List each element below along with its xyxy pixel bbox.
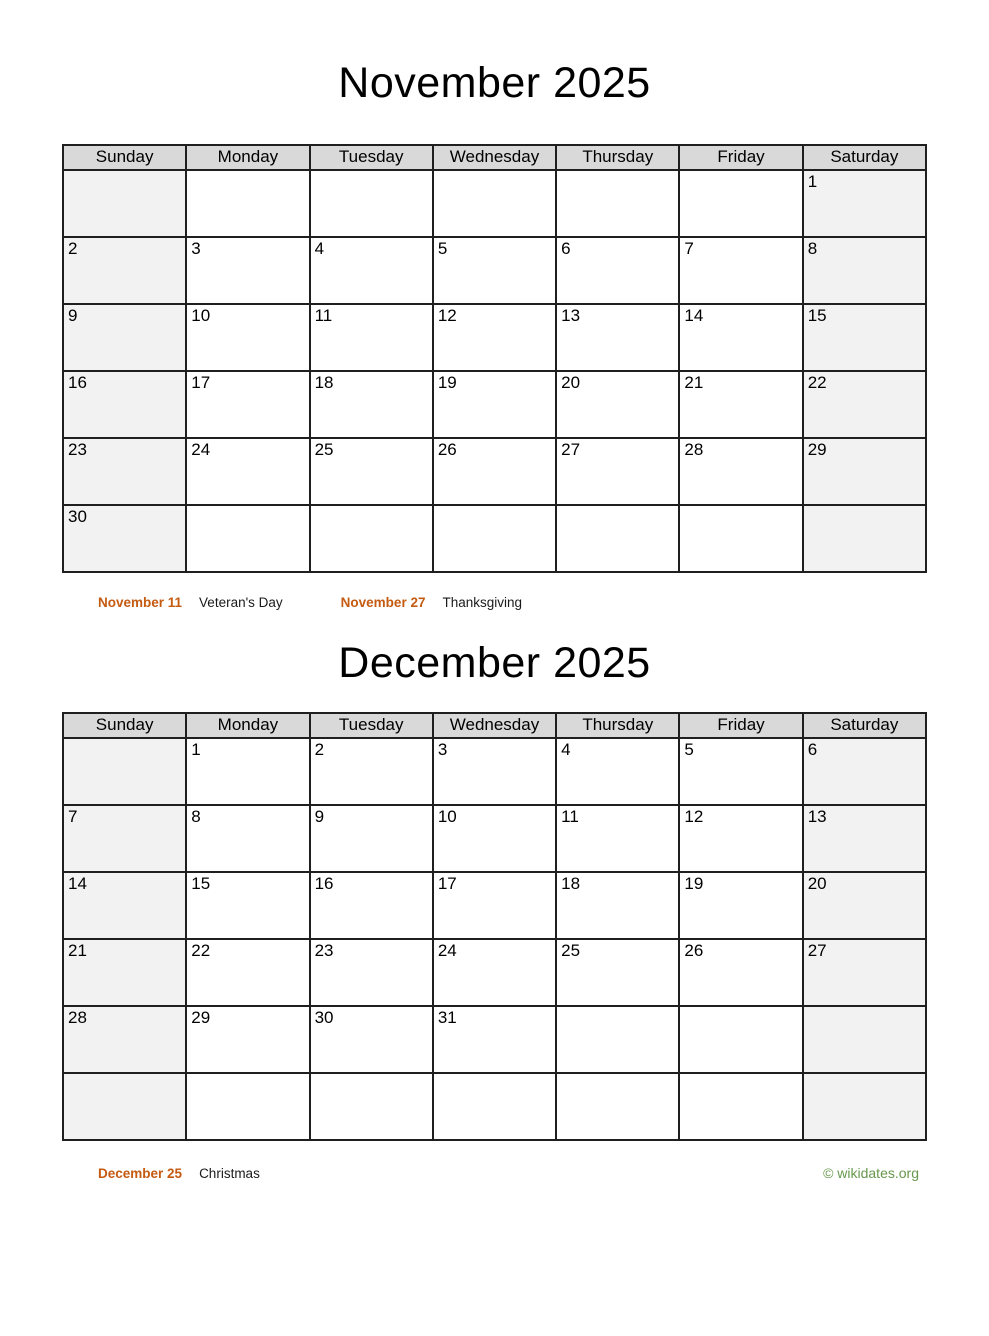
day-cell: 24 — [186, 438, 309, 505]
day-cell: 19 — [679, 872, 802, 939]
day-cell-empty — [186, 1073, 309, 1140]
day-cell-empty — [803, 1073, 926, 1140]
day-cell: 23 — [63, 438, 186, 505]
day-cell: 18 — [310, 371, 433, 438]
day-cell: 17 — [186, 371, 309, 438]
week-row — [63, 304, 926, 371]
day-cell: 1 — [186, 738, 309, 805]
day-cell: 17 — [433, 872, 556, 939]
day-cell: 6 — [556, 237, 679, 304]
day-cell: 27 — [803, 939, 926, 1006]
week-row — [63, 505, 926, 572]
day-cell-empty — [679, 1073, 802, 1140]
copyright-link[interactable]: © wikidates.org — [823, 1165, 919, 1181]
day-cell-empty — [679, 1006, 802, 1073]
day-cell: 15 — [186, 872, 309, 939]
day-cell: 20 — [556, 371, 679, 438]
day-cell-empty — [803, 505, 926, 572]
day-cell: 8 — [186, 805, 309, 872]
day-cell-empty — [433, 170, 556, 237]
day-cell: 28 — [63, 1006, 186, 1073]
day-cell: 10 — [186, 304, 309, 371]
day-cell: 2 — [310, 738, 433, 805]
holiday-legend-december — [98, 1165, 919, 1181]
day-cell: 2 — [63, 237, 186, 304]
day-header-monday: Monday — [186, 145, 309, 170]
week-row — [63, 738, 926, 805]
day-cell-empty — [63, 1073, 186, 1140]
day-cell: 14 — [63, 872, 186, 939]
day-cell-empty — [63, 170, 186, 237]
day-header-thursday: Thursday — [556, 145, 679, 170]
day-cell: 22 — [186, 939, 309, 1006]
day-cell-empty — [556, 505, 679, 572]
day-cell: 9 — [63, 304, 186, 371]
day-header-row — [63, 145, 926, 170]
day-cell-empty — [63, 738, 186, 805]
day-cell: 25 — [310, 438, 433, 505]
week-row — [63, 438, 926, 505]
day-cell-empty — [803, 1006, 926, 1073]
holiday-date: December 25 — [98, 1166, 183, 1181]
week-row — [63, 237, 926, 304]
day-header-tuesday: Tuesday — [310, 145, 433, 170]
day-cell: 12 — [679, 805, 802, 872]
day-header-monday: Monday — [186, 713, 309, 738]
day-cell: 21 — [679, 371, 802, 438]
day-cell-empty — [186, 505, 309, 572]
day-cell: 11 — [556, 805, 679, 872]
holiday-item-christmas — [98, 1166, 260, 1181]
week-row — [63, 170, 926, 237]
day-cell: 25 — [556, 939, 679, 1006]
holiday-legend-november — [98, 595, 919, 610]
holiday-date: November 27 — [340, 595, 426, 610]
day-header-thursday: Thursday — [556, 713, 679, 738]
calendar-page — [0, 56, 989, 1181]
day-cell: 16 — [310, 872, 433, 939]
day-cell: 3 — [186, 237, 309, 304]
day-cell: 27 — [556, 438, 679, 505]
calendar-grid-december — [62, 712, 927, 1141]
day-header-row — [63, 713, 926, 738]
day-cell-empty — [679, 505, 802, 572]
day-header-sunday: Sunday — [63, 145, 186, 170]
day-cell-empty — [186, 170, 309, 237]
day-cell-empty — [556, 170, 679, 237]
day-cell: 11 — [310, 304, 433, 371]
day-header-sunday: Sunday — [63, 713, 186, 738]
day-cell: 30 — [63, 505, 186, 572]
holiday-item-veterans-day — [98, 595, 283, 610]
day-cell-empty — [310, 505, 433, 572]
week-row — [63, 1073, 926, 1140]
day-cell: 28 — [679, 438, 802, 505]
holiday-name: Christmas — [199, 1166, 260, 1181]
day-cell: 5 — [433, 237, 556, 304]
day-header-saturday: Saturday — [803, 713, 926, 738]
day-cell: 12 — [433, 304, 556, 371]
day-cell: 22 — [803, 371, 926, 438]
day-header-friday: Friday — [679, 145, 802, 170]
day-header-friday: Friday — [679, 713, 802, 738]
day-cell: 23 — [310, 939, 433, 1006]
day-cell: 13 — [803, 805, 926, 872]
week-row — [63, 371, 926, 438]
day-cell-empty — [310, 170, 433, 237]
day-cell-empty — [679, 170, 802, 237]
day-header-wednesday: Wednesday — [433, 145, 556, 170]
day-cell: 8 — [803, 237, 926, 304]
day-cell: 30 — [310, 1006, 433, 1073]
holiday-item-thanksgiving — [341, 595, 522, 610]
day-cell: 19 — [433, 371, 556, 438]
day-cell: 16 — [63, 371, 186, 438]
day-header-saturday: Saturday — [803, 145, 926, 170]
day-cell-empty — [556, 1006, 679, 1073]
day-cell: 31 — [433, 1006, 556, 1073]
day-cell: 6 — [803, 738, 926, 805]
day-cell-empty — [310, 1073, 433, 1140]
week-row — [63, 1006, 926, 1073]
day-cell: 18 — [556, 872, 679, 939]
calendar-title-november: November 2025 — [338, 59, 651, 107]
day-cell: 3 — [433, 738, 556, 805]
day-cell: 24 — [433, 939, 556, 1006]
day-header-tuesday: Tuesday — [310, 713, 433, 738]
holiday-date: November 11 — [98, 595, 183, 610]
calendar-section-november — [62, 56, 927, 610]
day-cell: 7 — [63, 805, 186, 872]
day-cell: 15 — [803, 304, 926, 371]
day-cell-empty — [556, 1073, 679, 1140]
day-cell: 1 — [803, 170, 926, 237]
day-cell: 29 — [803, 438, 926, 505]
holiday-name: Thanksgiving — [442, 595, 523, 610]
day-cell: 21 — [63, 939, 186, 1006]
day-cell: 14 — [679, 304, 802, 371]
day-cell: 5 — [679, 738, 802, 805]
day-cell-empty — [433, 505, 556, 572]
calendar-section-december — [62, 636, 927, 1181]
day-cell: 7 — [679, 237, 802, 304]
day-cell: 20 — [803, 872, 926, 939]
day-cell: 4 — [556, 738, 679, 805]
day-cell: 13 — [556, 304, 679, 371]
day-cell: 9 — [310, 805, 433, 872]
week-row — [63, 805, 926, 872]
day-cell: 29 — [186, 1006, 309, 1073]
day-cell-empty — [433, 1073, 556, 1140]
day-header-wednesday: Wednesday — [433, 713, 556, 738]
calendar-title-december: December 2025 — [338, 639, 651, 687]
day-cell: 4 — [310, 237, 433, 304]
week-row — [63, 872, 926, 939]
day-cell: 26 — [679, 939, 802, 1006]
calendar-grid-november — [62, 144, 927, 573]
week-row — [63, 939, 926, 1006]
day-cell: 10 — [433, 805, 556, 872]
day-cell: 26 — [433, 438, 556, 505]
holiday-name: Veteran's Day — [199, 595, 283, 610]
